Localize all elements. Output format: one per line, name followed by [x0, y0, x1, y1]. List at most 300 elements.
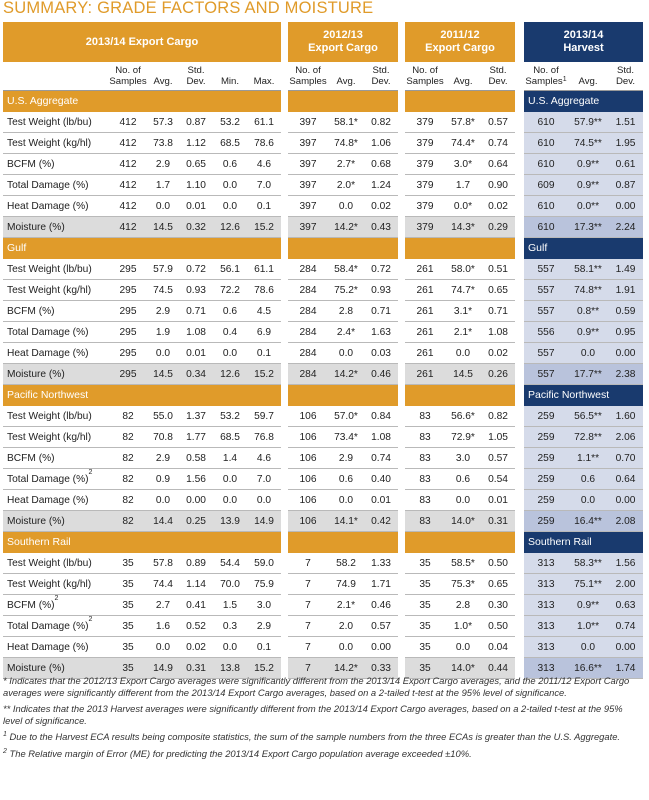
avg-cell: 14.3* — [451, 222, 475, 233]
std-dev-cell: 0.68 — [371, 159, 391, 170]
std-dev-cell: 0.33 — [371, 663, 391, 674]
avg-cell: 57.3 — [153, 117, 173, 128]
avg-cell: 74.4 — [153, 579, 173, 590]
table-row — [524, 511, 643, 532]
samples-cell: 83 — [419, 474, 431, 485]
table-row — [524, 448, 643, 469]
samples-cell: 284 — [299, 264, 317, 275]
table-row — [3, 637, 281, 658]
max-header: Max. — [253, 76, 275, 87]
avg-cell: 2.4* — [336, 327, 356, 338]
group-2011-12-export-cargo — [405, 22, 515, 673]
samples-cell: 397 — [299, 159, 317, 170]
samples-cell: 379 — [416, 222, 434, 233]
min-cell: 72.2 — [220, 285, 240, 296]
samples-cell: 35 — [122, 642, 134, 653]
table-row — [405, 322, 515, 343]
min-cell: 70.0 — [220, 579, 240, 590]
samples-cell: 313 — [537, 600, 555, 611]
std-dev-cell: 1.74 — [615, 663, 636, 674]
table-row — [524, 616, 643, 637]
min-cell: 53.2 — [220, 117, 240, 128]
avg-cell: 58.1* — [334, 117, 358, 128]
std-dev-cell: 0.02 — [488, 348, 508, 359]
table-row — [524, 595, 643, 616]
std-dev-cell: 1.05 — [488, 432, 508, 443]
row-label: Test Weight (kg/hl) — [7, 432, 92, 443]
footnote: ** Indicates that the 2013 Harvest averages were significantly different from the 2013/14 Export Cargo averages, based on a 2-tailed t-test at the 95% level of significance. — [3, 703, 623, 726]
table-row — [3, 196, 281, 217]
std-dev-cell: 1.60 — [615, 411, 636, 422]
samples-cell: 259 — [537, 432, 555, 443]
samples-cell: 412 — [119, 201, 137, 212]
row-label: Heat Damage (%) — [7, 348, 89, 359]
table-row — [405, 490, 515, 511]
std-dev-cell: 0.50 — [488, 621, 508, 632]
footnote-marker: 2 — [3, 747, 7, 755]
samples-cell: 106 — [299, 495, 317, 506]
table-row — [288, 301, 398, 322]
group-body — [524, 91, 643, 679]
avg-cell: 0.0 — [455, 642, 471, 653]
samples-cell: 7 — [305, 600, 311, 611]
samples-cell: 35 — [419, 621, 431, 632]
std-dev-cell: 0.31 — [488, 516, 508, 527]
std-dev-cell: 1.08 — [186, 327, 206, 338]
samples-cell: 35 — [122, 663, 134, 674]
samples-cell: 379 — [416, 138, 434, 149]
avg-cell: 14.9 — [153, 663, 173, 674]
table-row — [405, 511, 515, 532]
avg-cell: 1.6 — [155, 621, 171, 632]
samples-cell: 295 — [119, 285, 137, 296]
min-cell: 0.4 — [222, 327, 238, 338]
table-row — [288, 154, 398, 175]
samples-cell: 7 — [305, 579, 311, 590]
std-dev-cell: 1.14 — [186, 579, 206, 590]
avg-cell: 14.4 — [153, 516, 173, 527]
table-row — [405, 427, 515, 448]
min-cell: 12.6 — [220, 222, 240, 233]
samples-cell: 397 — [299, 117, 317, 128]
min-cell: 0.3 — [222, 621, 238, 632]
group-2012-13-export-cargo — [288, 22, 398, 673]
samples-cell: 295 — [119, 306, 137, 317]
max-cell: 0.1 — [256, 201, 272, 212]
samples-cell: 557 — [537, 369, 555, 380]
table-row — [288, 196, 398, 217]
avg-cell: 0.0 — [155, 201, 171, 212]
samples-cell: 557 — [537, 285, 555, 296]
group-body — [3, 91, 281, 679]
std-dev-cell: 0.03 — [371, 348, 391, 359]
table-row — [405, 217, 515, 238]
avg-cell: 16.6** — [574, 663, 602, 674]
avg-cell: 0.0 — [580, 495, 596, 506]
group-header-subtitle: Export Cargo — [425, 42, 495, 54]
samples-cell: 397 — [299, 138, 317, 149]
std-dev-cell: 0.25 — [186, 516, 206, 527]
footnotes — [3, 675, 643, 764]
row-label: BCFM (%) — [7, 453, 55, 464]
avg-cell: 17.3** — [574, 222, 602, 233]
avg-cell: 14.2* — [334, 663, 358, 674]
avg-header: Avg. — [153, 76, 173, 87]
std-dev-cell: 0.00 — [186, 495, 206, 506]
samples-cell: 412 — [119, 222, 137, 233]
max-cell: 15.2 — [254, 369, 274, 380]
max-cell: 59.7 — [254, 411, 274, 422]
min-cell: 0.0 — [222, 180, 238, 191]
std-dev-cell: 0.44 — [488, 663, 508, 674]
group-header-year: 2011/12 — [440, 29, 480, 41]
avg-cell: 0.9** — [576, 180, 600, 191]
samples-cell: 261 — [416, 306, 434, 317]
std-dev-cell: 0.65 — [186, 159, 206, 170]
std-dev-cell: 0.41 — [186, 600, 206, 611]
max-cell: 2.9 — [256, 621, 272, 632]
samples-cell: 610 — [537, 159, 555, 170]
table-row — [288, 511, 398, 532]
samples-cell: 83 — [419, 411, 431, 422]
std-dev-cell: 2.06 — [615, 432, 636, 443]
std-dev-cell: 0.64 — [615, 474, 636, 485]
samples-cell: 106 — [299, 474, 317, 485]
std-dev-cell: 0.00 — [615, 495, 636, 506]
samples-cell: 284 — [299, 306, 317, 317]
table-row — [3, 280, 281, 301]
table-row — [405, 175, 515, 196]
max-cell: 75.9 — [254, 579, 274, 590]
avg-cell: 14.0* — [451, 516, 475, 527]
section-header: Gulf — [524, 238, 643, 259]
table-row — [405, 196, 515, 217]
avg-cell: 0.0 — [338, 642, 354, 653]
table-row — [524, 364, 643, 385]
table-row — [405, 301, 515, 322]
section-header: Gulf — [3, 238, 281, 259]
column-headers — [405, 62, 515, 91]
std-dev-cell: 0.32 — [186, 222, 206, 233]
min-cell: 13.8 — [220, 663, 240, 674]
samples-cell: 82 — [122, 432, 134, 443]
samples-cell: 106 — [299, 453, 317, 464]
avg-cell: 3.0* — [453, 159, 473, 170]
samples-cell: 261 — [416, 285, 434, 296]
table-row — [288, 112, 398, 133]
samples-cell: 259 — [537, 474, 555, 485]
samples-cell: 261 — [416, 369, 434, 380]
std-dev-cell: 0.70 — [615, 453, 636, 464]
max-cell: 4.6 — [256, 453, 272, 464]
table-row — [288, 343, 398, 364]
std-dev-cell: 0.90 — [488, 180, 508, 191]
samples-cell: 379 — [416, 201, 434, 212]
std-dev-cell: 0.30 — [488, 600, 508, 611]
min-cell: 56.1 — [220, 264, 240, 275]
group-2013-14-export-cargo — [3, 22, 281, 673]
avg-cell: 16.4** — [574, 516, 602, 527]
std-dev-cell: 0.93 — [371, 285, 391, 296]
samples-cell: 284 — [299, 327, 317, 338]
table-row — [405, 133, 515, 154]
table-row — [288, 406, 398, 427]
avg-cell: 0.8** — [576, 306, 600, 317]
section-header: Southern Rail — [3, 532, 281, 553]
table-row — [288, 595, 398, 616]
std-dev-cell: 0.34 — [186, 369, 206, 380]
avg-cell: 0.0 — [338, 348, 354, 359]
min-cell: 0.6 — [222, 306, 238, 317]
table-row — [405, 406, 515, 427]
table-row — [3, 322, 281, 343]
std-dev-cell: 1.06 — [371, 138, 391, 149]
min-cell: 0.0 — [222, 495, 238, 506]
avg-cell: 3.1* — [453, 306, 473, 317]
min-cell: 0.0 — [222, 201, 238, 212]
avg-cell: 74.5 — [153, 285, 173, 296]
group-header — [524, 22, 643, 62]
std-dev-cell: 1.63 — [371, 327, 391, 338]
table-row — [288, 175, 398, 196]
std-dev-cell: 1.56 — [615, 558, 636, 569]
column-headers — [3, 62, 281, 91]
max-cell: 7.0 — [256, 180, 272, 191]
table-row — [3, 406, 281, 427]
samples-cell: 7 — [305, 663, 311, 674]
std-dev-cell: 0.57 — [488, 117, 508, 128]
std-dev-cell: 0.46 — [371, 369, 391, 380]
column-headers — [524, 62, 643, 91]
max-cell: 0.1 — [256, 348, 272, 359]
footnote: $^1$ Due to the Harvest ECA results being composite statistics, the sum of the sample numbers from the three ECAs is greater than the U.S. Aggregate. — [3, 731, 621, 742]
samples-cell: 313 — [537, 642, 555, 653]
avg-cell: 0.0 — [338, 201, 354, 212]
max-cell: 14.9 — [254, 516, 274, 527]
table-row — [524, 490, 643, 511]
avg-cell: 74.4* — [451, 138, 475, 149]
std-dev-cell: 1.24 — [371, 180, 391, 191]
row-label: Test Weight (lb/bu) — [7, 117, 92, 128]
table-row — [3, 301, 281, 322]
samples-cell: 82 — [122, 516, 134, 527]
avg-header: Avg. — [578, 76, 598, 87]
table-row — [288, 448, 398, 469]
samples-cell: 610 — [537, 201, 555, 212]
samples-cell: 379 — [416, 117, 434, 128]
max-cell: 3.0 — [256, 600, 272, 611]
samples-cell: 7 — [305, 621, 311, 632]
std-dev-cell: 0.01 — [186, 201, 206, 212]
table-row — [3, 112, 281, 133]
std-dev-cell: 0.87 — [186, 117, 206, 128]
group-header — [288, 22, 398, 62]
table-row — [405, 448, 515, 469]
table-row — [524, 154, 643, 175]
samples-cell: 259 — [537, 495, 555, 506]
section-header: Pacific Northwest — [524, 385, 643, 406]
group-2013-14-harvest — [524, 22, 643, 673]
avg-cell: 58.4* — [334, 264, 358, 275]
avg-cell: 14.2* — [334, 369, 358, 380]
std-dev-cell: 0.42 — [371, 516, 391, 527]
max-cell: 4.5 — [256, 306, 272, 317]
std-dev-cell: 0.00 — [615, 642, 636, 653]
std-dev-cell: 0.00 — [371, 642, 391, 653]
samples-cell: 259 — [537, 411, 555, 422]
table-row — [524, 406, 643, 427]
std-dev-cell: 0.65 — [488, 285, 508, 296]
std-dev-cell: 0.93 — [186, 285, 206, 296]
samples-cell: 82 — [122, 453, 134, 464]
avg-cell: 57.0* — [334, 411, 358, 422]
std-dev-cell: 0.89 — [186, 558, 206, 569]
avg-cell: 57.9** — [574, 117, 602, 128]
table-row — [288, 217, 398, 238]
avg-cell: 0.0 — [455, 348, 471, 359]
table-row — [524, 343, 643, 364]
samples-cell: 35 — [419, 558, 431, 569]
std-dev-cell: 0.54 — [488, 474, 508, 485]
table-row — [524, 217, 643, 238]
std-dev-cell: 1.08 — [371, 432, 391, 443]
std-dev-cell: 0.00 — [615, 348, 636, 359]
table-row — [288, 469, 398, 490]
samples-cell: 609 — [537, 180, 555, 191]
avg-cell: 56.5** — [574, 411, 602, 422]
row-label: BCFM (%) — [7, 306, 55, 317]
samples-cell: 412 — [119, 138, 137, 149]
row-label: Test Weight (lb/bu) — [7, 411, 92, 422]
std-dev-cell: 0.04 — [488, 642, 508, 653]
std-dev-cell: 0.74 — [488, 138, 508, 149]
table-row — [288, 616, 398, 637]
table-row — [405, 280, 515, 301]
max-cell: 4.6 — [256, 159, 272, 170]
avg-cell: 0.0 — [338, 495, 354, 506]
samples-cell: 83 — [419, 453, 431, 464]
samples-cell: 261 — [416, 327, 434, 338]
table-row — [3, 217, 281, 238]
samples-cell: 284 — [299, 348, 317, 359]
std-dev-cell: 0.59 — [615, 306, 636, 317]
std-dev-cell: 0.40 — [371, 474, 391, 485]
std-dev-cell: 0.57 — [371, 621, 391, 632]
std-dev-cell: 0.43 — [371, 222, 391, 233]
avg-cell: 14.5 — [453, 369, 473, 380]
avg-header: Avg. — [453, 76, 473, 87]
avg-cell: 75.3* — [451, 579, 475, 590]
max-cell: 0.0 — [256, 495, 272, 506]
section-header — [405, 532, 515, 553]
section-header — [405, 91, 515, 112]
row-label: Total Damage (%)$^2$ — [7, 469, 93, 485]
avg-cell: 2.9 — [155, 159, 171, 170]
samples-cell: 397 — [299, 180, 317, 191]
table-row — [524, 112, 643, 133]
row-label: Heat Damage (%) — [7, 201, 89, 212]
std-dev-cell: 0.63 — [615, 600, 636, 611]
footnote: $^2$ The Relative margin of Error (ME) for predicting the 2013/14 Export Cargo population average exceeded ±10%. — [3, 747, 472, 759]
avg-cell: 58.2 — [336, 558, 356, 569]
min-header: Min. — [220, 76, 240, 87]
table-row — [405, 343, 515, 364]
max-cell: 76.8 — [254, 432, 274, 443]
avg-cell: 2.0* — [336, 180, 356, 191]
samples-cell: 35 — [419, 600, 431, 611]
avg-cell: 3.0 — [455, 453, 471, 464]
avg-cell: 0.0** — [576, 201, 600, 212]
samples-cell: 284 — [299, 285, 317, 296]
samples-cell: 412 — [119, 117, 137, 128]
std-dev-cell: 1.56 — [186, 474, 206, 485]
std-dev-cell: 1.08 — [488, 327, 508, 338]
std-dev-cell: 0.61 — [615, 159, 636, 170]
avg-cell: 0.6 — [455, 474, 471, 485]
samples-cell: 295 — [119, 264, 137, 275]
table-row — [288, 322, 398, 343]
section-header: Southern Rail — [524, 532, 643, 553]
row-label: Heat Damage (%) — [7, 642, 89, 653]
std-dev-cell: 0.02 — [488, 201, 508, 212]
samples-header: No. of Samples$^1$ — [525, 65, 567, 87]
avg-cell: 58.3** — [574, 558, 602, 569]
table-row — [524, 175, 643, 196]
table-row — [524, 280, 643, 301]
samples-cell: 261 — [416, 348, 434, 359]
section-header — [288, 532, 398, 553]
std-header: Std. Dev. — [488, 65, 508, 87]
std-dev-cell: 0.26 — [488, 369, 508, 380]
samples-cell: 295 — [119, 369, 137, 380]
avg-cell: 2.0 — [338, 621, 354, 632]
table-row — [3, 343, 281, 364]
avg-cell: 14.0* — [451, 663, 475, 674]
avg-cell: 0.0 — [580, 642, 596, 653]
min-cell: 0.6 — [222, 159, 238, 170]
min-cell: 0.0 — [222, 348, 238, 359]
avg-cell: 72.9* — [451, 432, 475, 443]
table-row — [405, 259, 515, 280]
avg-cell: 74.9 — [336, 579, 356, 590]
avg-cell: 0.9** — [576, 600, 600, 611]
std-dev-cell: 0.52 — [186, 621, 206, 632]
avg-cell: 75.2* — [334, 285, 358, 296]
samples-cell: 259 — [537, 516, 555, 527]
avg-cell: 1.7 — [455, 180, 471, 191]
std-dev-cell: 0.46 — [371, 600, 391, 611]
table-row — [3, 511, 281, 532]
std-dev-cell: 0.31 — [186, 663, 206, 674]
table-row — [524, 574, 643, 595]
table-row — [3, 259, 281, 280]
samples-cell: 82 — [122, 411, 134, 422]
row-label: Test Weight (kg/hl) — [7, 138, 92, 149]
samples-cell: 35 — [122, 558, 134, 569]
footnote: * Indicates that the 2012/13 Export Cargo averages were significantly different from the 2013/14 Export Cargo averages, and the 2011/12 Export Cargo averages were significantly different from the 2013/14 Export Cargo averages, based on a 2-tailed t-test at the 95% level of significance. — [3, 675, 630, 698]
avg-cell: 72.8** — [574, 432, 602, 443]
avg-cell: 2.8 — [338, 306, 354, 317]
std-dev-cell: 1.37 — [186, 411, 206, 422]
group-body — [288, 91, 398, 679]
avg-cell: 57.8 — [153, 558, 173, 569]
row-label: BCFM (%) — [7, 159, 55, 170]
std-dev-cell: 0.82 — [371, 117, 391, 128]
std-dev-cell: 0.58 — [186, 453, 206, 464]
table-row — [405, 154, 515, 175]
section-header — [288, 91, 398, 112]
samples-header: No. of Samples — [406, 65, 444, 87]
